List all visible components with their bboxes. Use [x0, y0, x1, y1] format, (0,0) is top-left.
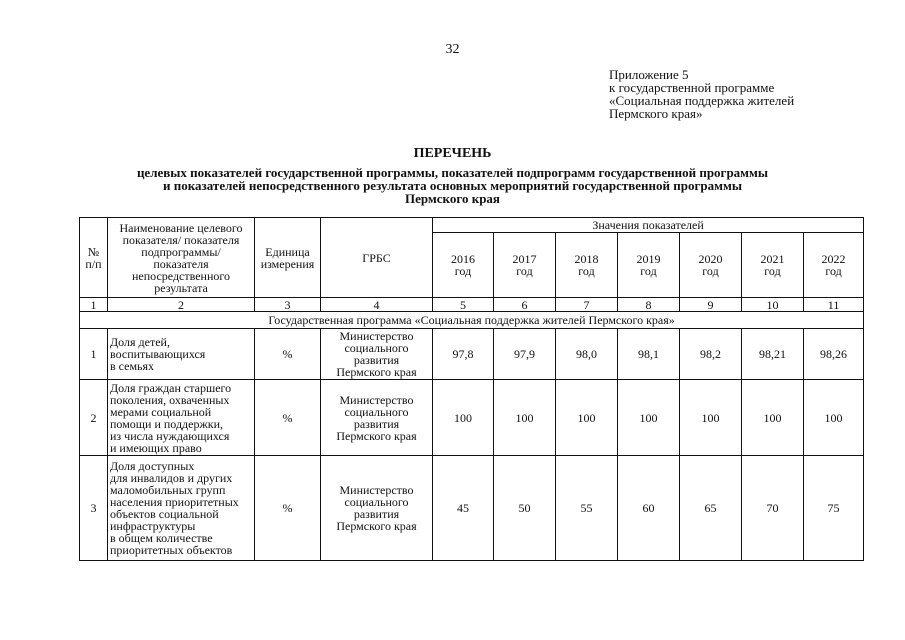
appendix-line: Пермского края»	[609, 106, 703, 121]
value-cell: 98,2	[680, 329, 742, 380]
header-num: № п/п	[80, 218, 108, 298]
subtitle-line: целевых показателей государственной программы, показателей подпрограмм государственной программы	[136, 165, 769, 180]
table-header-row	[80, 218, 864, 233]
program-title: Государственная программа «Социальная поддержка жителей Пермского края»	[80, 312, 864, 329]
column-number: 8	[618, 298, 680, 312]
column-number: 9	[680, 298, 742, 312]
indicators-table	[79, 217, 864, 561]
document-title: ПЕРЕЧЕНЬ	[413, 146, 492, 161]
value-cell: 98,0	[556, 329, 618, 380]
unit-cell: %	[255, 329, 321, 380]
unit-cell: %	[255, 456, 321, 561]
row-number: 2	[80, 380, 108, 456]
grbs-cell: Министерство социального развития Пермского края	[321, 380, 433, 456]
value-cell: 98,21	[742, 329, 804, 380]
grbs-cell: Министерство социального развития Пермского края	[321, 456, 433, 561]
column-number: 11	[804, 298, 864, 312]
subtitle-line: Пермского края	[405, 191, 500, 206]
header-year: 2019 год	[618, 233, 680, 298]
header-year: 2021 год	[742, 233, 804, 298]
header-year: 2022 год	[804, 233, 864, 298]
header-year: 2016 год	[433, 233, 494, 298]
row-number: 1	[80, 329, 108, 380]
table-row	[80, 329, 864, 380]
header-year: 2017 год	[494, 233, 556, 298]
value-cell: 75	[804, 456, 864, 561]
column-number: 3	[255, 298, 321, 312]
value-cell: 65	[680, 456, 742, 561]
header-year: 2018 год	[556, 233, 618, 298]
value-cell: 100	[742, 380, 804, 456]
row-number: 3	[80, 456, 108, 561]
value-cell: 100	[680, 380, 742, 456]
appendix-line: «Социальная поддержка жителей	[609, 93, 795, 108]
subtitle-line: и показателей непосредственного результата основных мероприятий государственной программы	[163, 178, 742, 193]
value-cell: 100	[804, 380, 864, 456]
indicator-name: Доля доступных для инвалидов и других маломобильных групп населения приоритетных объектов социальной инфраструктуры в общем количестве приоритетных объектов	[108, 456, 255, 561]
value-cell: 97,9	[494, 329, 556, 380]
value-cell: 45	[433, 456, 494, 561]
value-cell: 100	[433, 380, 494, 456]
appendix-line: к государственной программе	[609, 80, 775, 95]
header-year: 2020 год	[680, 233, 742, 298]
value-cell: 97,8	[433, 329, 494, 380]
header-unit: Единица измерения	[255, 218, 321, 298]
value-cell: 98,1	[618, 329, 680, 380]
document-subtitle	[0, 166, 905, 205]
value-cell: 98,26	[804, 329, 864, 380]
column-number: 5	[433, 298, 494, 312]
header-values-group: Значения показателей	[433, 218, 864, 233]
grbs-cell: Министерство социального развития Пермского края	[321, 329, 433, 380]
table-row	[80, 456, 864, 561]
column-number: 1	[80, 298, 108, 312]
column-number: 7	[556, 298, 618, 312]
column-number: 10	[742, 298, 804, 312]
program-title-row	[80, 312, 864, 329]
indicator-name: Доля граждан старшего поколения, охваченных мерами социальной помощи и поддержки, из числа нуждающихся и имеющих право	[108, 380, 255, 456]
header-grbs: ГРБС	[321, 218, 433, 298]
table-row	[80, 380, 864, 456]
value-cell: 100	[618, 380, 680, 456]
unit-cell: %	[255, 380, 321, 456]
value-cell: 70	[742, 456, 804, 561]
value-cell: 55	[556, 456, 618, 561]
value-cell: 50	[494, 456, 556, 561]
value-cell: 100	[556, 380, 618, 456]
page-number: 32	[445, 42, 460, 57]
column-numbers-row	[80, 298, 864, 312]
value-cell: 60	[618, 456, 680, 561]
indicator-name: Доля детей, воспитывающихся в семьях	[108, 329, 255, 380]
appendix-note	[609, 68, 794, 120]
column-number: 6	[494, 298, 556, 312]
value-cell: 100	[494, 380, 556, 456]
column-number: 2	[108, 298, 255, 312]
appendix-line: Приложение 5	[609, 67, 689, 82]
column-number: 4	[321, 298, 433, 312]
header-name: Наименование целевого показателя/ показателя подпрограммы/ показателя непосредственного результата	[108, 218, 255, 298]
